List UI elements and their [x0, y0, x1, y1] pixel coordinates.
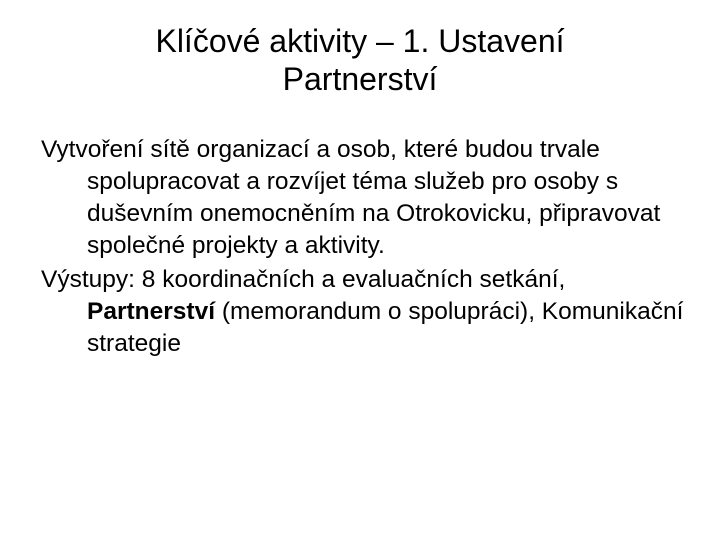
slide-body: [41, 134, 691, 362]
outputs-suffix: (memorandum o spolupráci), Komunikační strategie: [87, 298, 684, 357]
outputs-partnership-bold: Partnerství: [87, 298, 216, 325]
slide-title-line-2: Partnerství: [282, 61, 438, 97]
slide-title: [36, 22, 684, 98]
slide-title-line-1: Klíčové aktivity – 1. Ustavení: [155, 23, 565, 59]
outputs-prefix: Výstupy: 8 koordinačních a evaluačních setkání,: [41, 266, 566, 293]
paragraph-activities: Vytvoření sítě organizací a osob, které budou trvale spolupracovat a rozvíjet téma služeb pro osoby s duševním onemocněním na Otrokovicku, připravovat společné projekty a aktivity.: [41, 136, 661, 259]
paragraph-outputs: [41, 264, 691, 360]
